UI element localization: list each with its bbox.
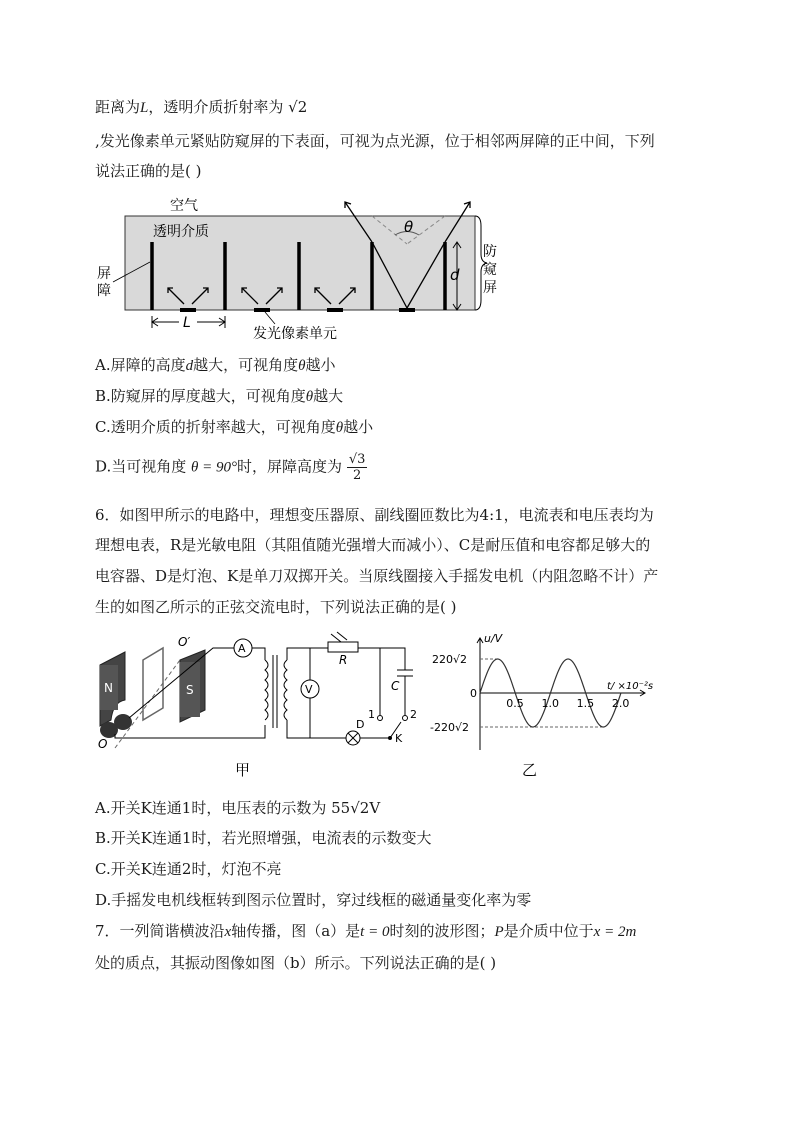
q5-text: ，透明介质折射率为 bbox=[148, 98, 289, 116]
y-axis-label: u/V bbox=[484, 632, 503, 645]
opt-text: D.当可视角度 bbox=[95, 457, 192, 476]
q6-line-2: 理想电表，R是光敏电阻（其阻值随光强增大而减小）、C是耐压值和电容都足够大的 bbox=[95, 536, 651, 554]
opt-text: C.透明介质的折射率越大，可视角度 bbox=[95, 418, 336, 436]
x-tick-label: 2.0 bbox=[611, 697, 630, 710]
opt-text: B.防窥屏的厚度越大，可视角度 bbox=[95, 387, 306, 405]
fraction-num: √3 bbox=[348, 452, 366, 467]
q5-line-3: 说法正确的是( ) bbox=[95, 162, 202, 180]
q6-line-1: 6．如图甲所示的电路中，理想变压器原、副线圈匝数比为4:1，电流表和电压表均为 bbox=[95, 506, 654, 524]
barrier-label-2: 障 bbox=[97, 283, 111, 299]
opt-value: 55√2V bbox=[331, 799, 381, 817]
voltage-chart bbox=[430, 630, 680, 780]
q5-option-a bbox=[95, 354, 336, 377]
x-tick-label: 1.0 bbox=[541, 697, 559, 710]
q7-line-1 bbox=[95, 920, 636, 943]
y-tick-zero: 0 bbox=[470, 687, 477, 700]
axis-O-bottom: O bbox=[98, 737, 108, 751]
d-label: d bbox=[450, 266, 460, 284]
q6-option-c: C.开关K连通2时，灯泡不亮 bbox=[95, 860, 282, 878]
opt-text: 时，屏障高度为 bbox=[237, 457, 347, 476]
q6-option-d: D.手摇发电机线框转到图示位置时，穿过线框的磁通量变化率为零 bbox=[95, 891, 532, 909]
resistor-label: R bbox=[339, 653, 348, 667]
switch-pos-1: 1 bbox=[368, 708, 375, 721]
opt-text: 越大 bbox=[313, 387, 344, 405]
medium-label: 透明介质 bbox=[153, 224, 209, 240]
theta-label: θ bbox=[404, 218, 414, 236]
magnet-S: S bbox=[186, 683, 194, 697]
magnet-N: N bbox=[104, 681, 113, 695]
q7-var: P bbox=[494, 924, 504, 940]
opt-text: 越小 bbox=[343, 418, 374, 436]
x-tick-label: 0.5 bbox=[506, 697, 524, 710]
opt-var: d bbox=[185, 358, 194, 374]
opt-text: A.屏障的高度 bbox=[95, 356, 186, 374]
q7-var: t = 0 bbox=[360, 924, 390, 940]
q7-text: 轴传播，图（a）是 bbox=[231, 922, 361, 940]
x-axis-label: t/ ×10⁻²s bbox=[607, 681, 654, 692]
fraction bbox=[347, 452, 368, 483]
sqrt2: √2 bbox=[288, 98, 308, 116]
opt-text: A.开关K连通1时，电压表的示数为 bbox=[95, 799, 332, 817]
lamp-label: D bbox=[356, 718, 365, 731]
opt-var: θ bbox=[335, 420, 344, 436]
opt-eq: θ = 90° bbox=[191, 459, 238, 476]
q7-line-2: 处的质点，其振动图像如图（b）所示。下列说法正确的是( ) bbox=[95, 954, 497, 972]
axis-O-top: O′ bbox=[178, 635, 191, 649]
y-tick-max: 220√2 bbox=[432, 653, 468, 666]
q6-line-3: 电容器、D是灯泡、K是单刀双掷开关。当原线圈接入手摇发电机（内阻忽略不计）产 bbox=[95, 567, 659, 585]
q7-text: 7．一列简谐横波沿 bbox=[95, 922, 225, 940]
q6-line-4: 生的如图乙所示的正弦交流电时，下列说法正确的是( ) bbox=[95, 598, 457, 616]
q7-text: 时刻的波形图； bbox=[389, 922, 495, 940]
q5-line-2: ,发光像素单元紧贴防窥屏的下表面，可视为点光源，位于相邻两屏障的正中间，下列 bbox=[95, 132, 655, 150]
opt-text: 越小 bbox=[305, 356, 336, 374]
opt-text: 越大，可视角度 bbox=[193, 356, 299, 374]
screen-label-3: 屏 bbox=[483, 280, 497, 296]
opt-var: θ bbox=[298, 358, 306, 374]
privacy-screen-figure bbox=[95, 192, 515, 342]
q7-text: 是介质中位于 bbox=[503, 922, 594, 940]
q5-option-d bbox=[95, 452, 367, 483]
switch-pos-2: 2 bbox=[410, 708, 417, 721]
q5-line-1 bbox=[95, 96, 307, 119]
air-label: 空气 bbox=[170, 198, 198, 214]
q7-var: x bbox=[224, 924, 232, 940]
L-label: L bbox=[183, 315, 191, 331]
ammeter-label: A bbox=[238, 642, 246, 655]
y-tick-min: -220√2 bbox=[430, 721, 469, 734]
q5-L: L bbox=[140, 100, 149, 116]
fraction-den: 2 bbox=[352, 468, 362, 483]
q5-option-b bbox=[95, 385, 343, 408]
q5-text: 距离为 bbox=[95, 98, 141, 116]
q6-option-b: B.开关K连通1时，若光照增强，电流表的示数变大 bbox=[95, 829, 432, 847]
barrier-label-1: 屏 bbox=[97, 266, 111, 282]
pixel-label: 发光像素单元 bbox=[253, 326, 337, 342]
x-tick-label: 1.5 bbox=[576, 697, 595, 710]
q5-option-c bbox=[95, 416, 373, 439]
switch-label: K bbox=[395, 732, 403, 745]
chart-axes bbox=[477, 638, 645, 750]
voltmeter-label: V bbox=[305, 683, 313, 696]
screen-label-2: 窥 bbox=[483, 262, 497, 278]
screen-label-1: 防 bbox=[483, 244, 497, 260]
opt-var: θ bbox=[305, 389, 314, 405]
circuit-figure-jia bbox=[95, 630, 435, 780]
caption-yi: 乙 bbox=[522, 761, 538, 779]
q6-option-a bbox=[95, 797, 380, 819]
caption-jia: 甲 bbox=[235, 761, 251, 779]
capacitor-label: C bbox=[391, 679, 400, 693]
q7-var: x = 2m bbox=[593, 924, 637, 940]
